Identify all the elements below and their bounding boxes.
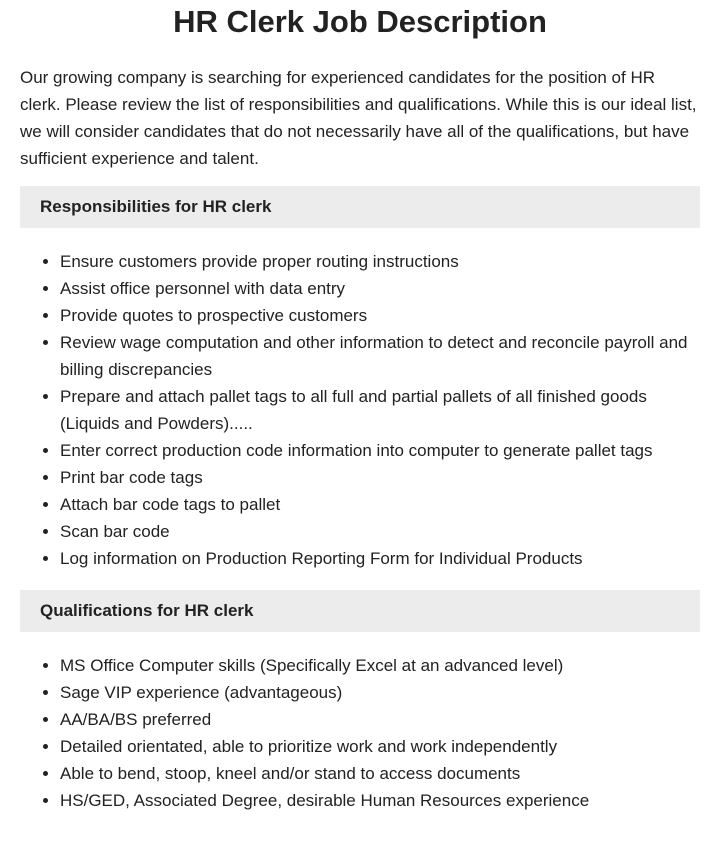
list-item: • HS/GED, Associated Degree, desirable Human Resources experience [60,787,700,814]
list-item: • Scan bar code [60,518,700,545]
list-item: • Prepare and attach pallet tags to all full and partial pallets of all finished goods (Liquids and Powders)..... [60,383,700,437]
intro-text: Our growing company is searching for experienced candidates for the position of HR clerk. Please review the list of responsibilities and qualifications. While this is our ideal list, we will consider candidates that do not necessarily have all of the qualifications, but have sufficient experience and talent. [20,68,697,168]
list-item: • AA/BA/BS preferred [60,706,700,733]
list-item: • Sage VIP experience (advantageous) [60,679,700,706]
page-title: HR Clerk Job Description [173,4,547,39]
list-item: • Print bar code tags [60,464,700,491]
list-item: • Able to bend, stoop, kneel and/or stand to access documents [60,760,700,787]
qualifications-list [20,652,700,814]
list-item: • Assist office personnel with data entry [60,275,700,302]
list-item: • Enter correct production code information into computer to generate pallet tags [60,437,700,464]
list-item: • Detailed orientated, able to prioritize work and work independently [60,733,700,760]
list-item: • Review wage computation and other information to detect and reconcile payroll and billing discrepancies [60,329,700,383]
qualifications-heading: Qualifications for HR clerk [20,590,700,632]
list-item: • Ensure customers provide proper routing instructions [60,248,700,275]
responsibilities-list [20,248,700,572]
list-item: • MS Office Computer skills (Specifically Excel at an advanced level) [60,652,700,679]
list-item: • Provide quotes to prospective customers [60,302,700,329]
list-item: • Log information on Production Reporting Form for Individual Products [60,545,700,572]
responsibilities-heading: Responsibilities for HR clerk [20,186,700,228]
list-item: • Attach bar code tags to pallet [60,491,700,518]
